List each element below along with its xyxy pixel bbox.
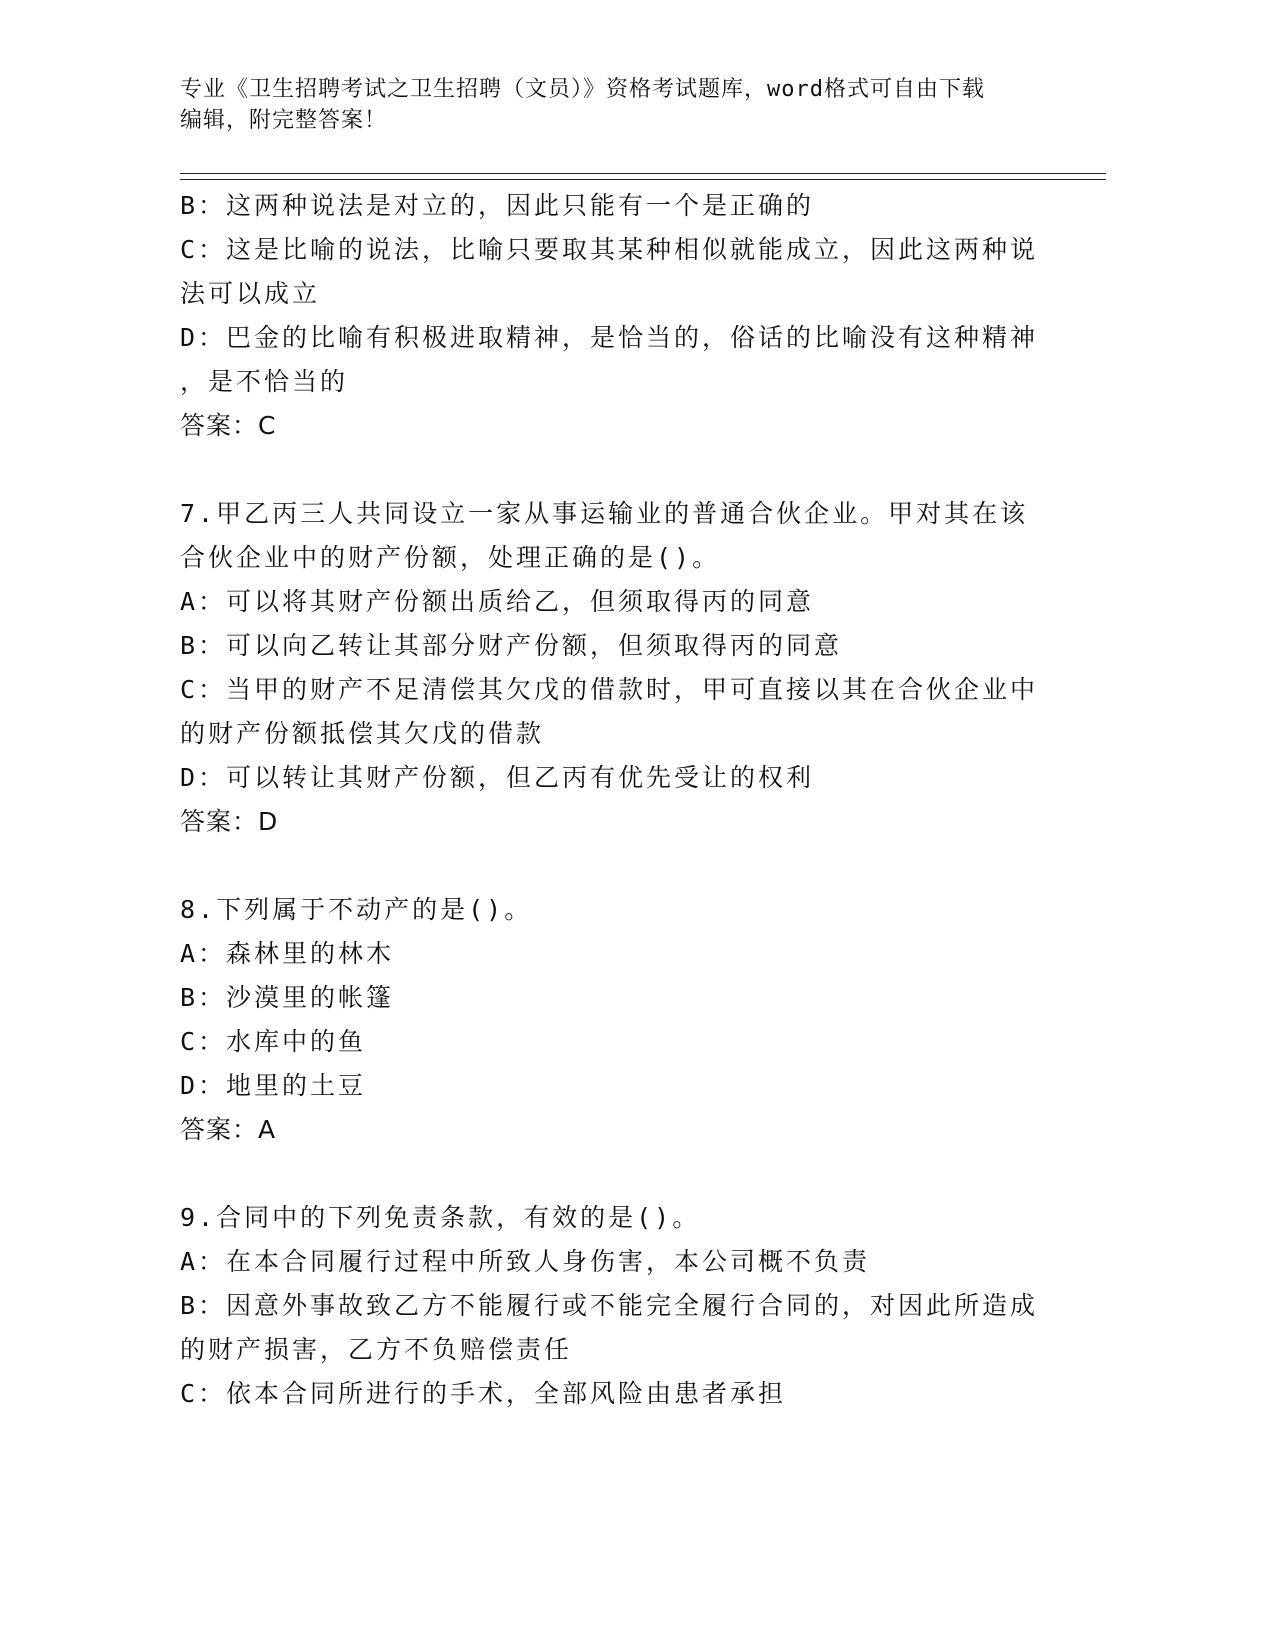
question-6-tail	[180, 184, 1050, 448]
header-divider-top	[180, 173, 1106, 174]
option-c-line-1: C：当甲的财产不足清偿其欠戊的借款时，甲可直接以其在合伙企业中	[180, 675, 1039, 704]
option-d-line-1: D：巴金的比喻有积极进取精神，是恰当的，俗话的比喻没有这种精神	[180, 323, 1039, 352]
header-line-1: 专业《卫生招聘考试之卫生招聘（文员）》资格考试题库，word格式可自由下载	[180, 77, 985, 102]
document-header	[180, 74, 1040, 136]
option-d-line-2: ，是不恰当的	[180, 367, 349, 396]
answer: 答案：A	[180, 1115, 277, 1144]
option-b-line-1: B：因意外事故致乙方不能履行或不能完全履行合同的，对因此所造成	[180, 1291, 1039, 1320]
option-a: A：可以将其财产份额出质给乙，但须取得丙的同意	[180, 587, 815, 616]
answer: 答案：D	[180, 807, 279, 836]
question-stem: 9.合同中的下列免责条款，有效的是()。	[180, 1203, 701, 1232]
question-stem: 8.下列属于不动产的是()。	[180, 895, 533, 924]
option-c: C：依本合同所进行的手术，全部风险由患者承担	[180, 1379, 787, 1408]
question-7	[180, 492, 1050, 844]
option-a: A：森林里的林木	[180, 939, 395, 968]
question-spacer	[180, 1152, 1050, 1196]
question-spacer	[180, 448, 1050, 492]
option-a: A：在本合同履行过程中所致人身伤害，本公司概不负责	[180, 1247, 871, 1276]
option-c-line-2: 法可以成立	[180, 279, 321, 308]
header-divider-bottom	[180, 179, 1106, 180]
option-b-line-2: 的财产损害，乙方不负赔偿责任	[180, 1335, 573, 1364]
option-d: D：可以转让其财产份额，但乙丙有优先受让的权利	[180, 763, 815, 792]
question-spacer	[180, 844, 1050, 888]
option-b: B：沙漠里的帐篷	[180, 983, 395, 1012]
question-stem-line-1: 7.甲乙丙三人共同设立一家从事运输业的普通合伙企业。甲对其在该	[180, 499, 1029, 528]
question-content	[180, 184, 1050, 1416]
question-8	[180, 888, 1050, 1152]
option-c: C：水库中的鱼	[180, 1027, 367, 1056]
option-b: B：可以向乙转让其部分财产份额，但须取得丙的同意	[180, 631, 843, 660]
header-line-2: 编辑，附完整答案！	[180, 108, 388, 133]
option-d: D：地里的土豆	[180, 1071, 367, 1100]
option-c-line-1: C：这是比喻的说法，比喻只要取其某种相似就能成立，因此这两种说	[180, 235, 1039, 264]
option-c-line-2: 的财产份额抵偿其欠戊的借款	[180, 719, 545, 748]
option-b: B：这两种说法是对立的，因此只能有一个是正确的	[180, 191, 815, 220]
answer: 答案：C	[180, 411, 277, 440]
question-stem-line-2: 合伙企业中的财产份额，处理正确的是()。	[180, 543, 721, 572]
question-9	[180, 1196, 1050, 1416]
